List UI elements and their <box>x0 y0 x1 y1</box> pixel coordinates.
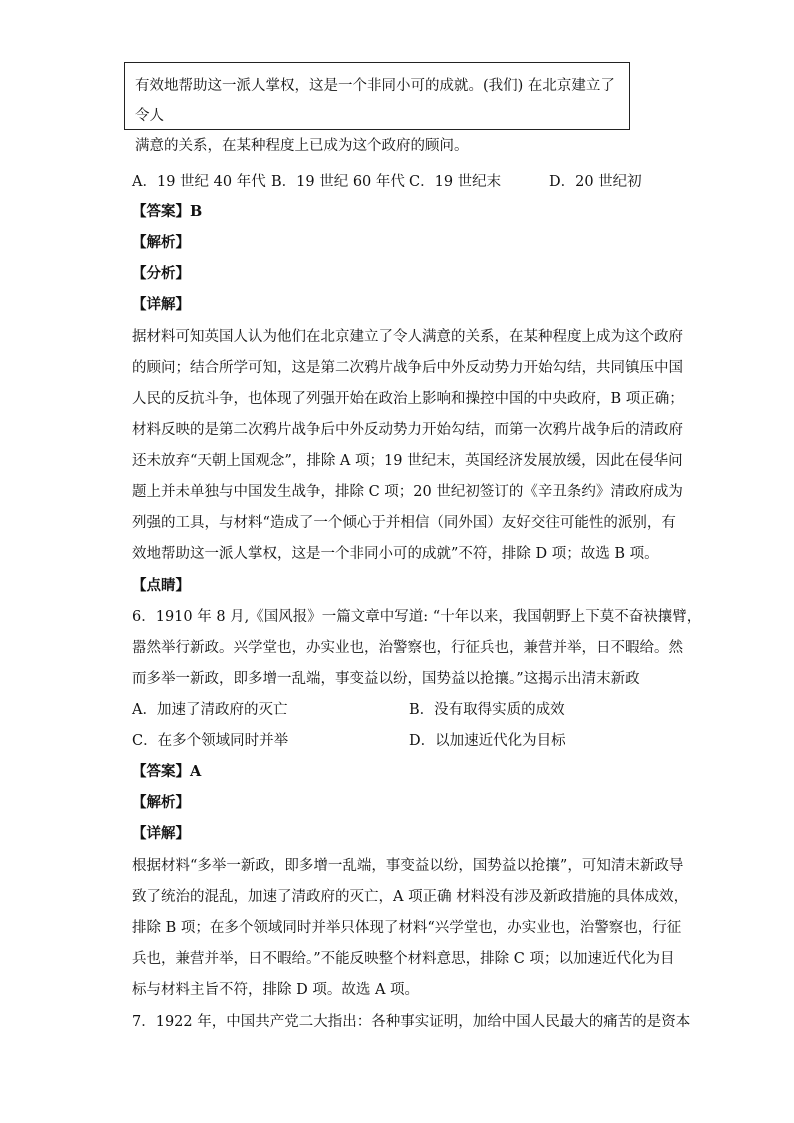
q6-option-a: A．加速了清政府的灭亡 <box>132 702 288 718</box>
q5-dianjing-heading: 【点睛】 <box>132 577 190 594</box>
q5-detail-line: 效地帮助这一派人掌权，这是一个非同小可的成就”不符，排除 D 项；故选 B 项。 <box>132 546 659 562</box>
q5-detail-heading: 【详解】 <box>132 296 190 313</box>
q5-detail-line: 材料反映的是第二次鸦片战争后中外反动势力开始勾结，而第一次鸦片战争后的清政府 <box>132 422 683 438</box>
q5-answer: 【答案】B <box>132 203 203 220</box>
q5-option-a: A．19 世纪 40 年代 <box>132 174 266 190</box>
q6-option-b: B．没有取得实质的成效 <box>409 702 565 718</box>
q5-detail-line: 的顾问；结合所学可知，这是第二次鸦片战争后中外反动势力开始勾结，共同镇压中国 <box>132 360 683 376</box>
q6-answer: 【答案】A <box>132 763 202 780</box>
quote-line: 满意的关系，在某种程度上已成为这个政府的顾问。 <box>135 138 469 154</box>
q5-detail-line: 人民的反抗斗争，也体现了列强开始在政治上影响和操控中国的中央政府，B 项正确； <box>132 391 684 407</box>
q5-detail-line: 列强的工具，与材料“造成了一个倾心于并相信（同外国）友好交往可能性的派别，有 <box>132 515 676 531</box>
q5-detail-line: 据材料可知英国人认为他们在北京建立了令人满意的关系，在某种程度上成为这个政府 <box>132 329 683 345</box>
q5-option-c: C．19 世纪末 <box>409 174 502 190</box>
q6-detail-line: 标与材料主旨不符，排除 D 项。故选 A 项。 <box>132 982 420 998</box>
q6-detail-line: 根据材料“多举一新政，即多增一乱端，事变益以纷，国势益以抢攘”，可知清末新政导 <box>132 858 684 874</box>
q5-analysis-heading: 【解析】 <box>132 234 190 251</box>
q6-stem-line: 而多举一新政，即多增一乱端，事变益以纷，国势益以抢攘。”这揭示出清末新政 <box>132 671 640 687</box>
q5-option-b: B．19 世纪 60 年代 <box>271 174 405 190</box>
quote-box <box>124 62 630 154</box>
q5-detail-line: 还未放弃“天朝上国观念”，排除 A 项；19 世纪末，英国经济发展放缓，因此在侵华问 <box>132 453 683 469</box>
q6-option-d: D．以加速近代化为目标 <box>409 733 566 749</box>
q6-analysis-heading: 【解析】 <box>132 794 190 811</box>
quote-line: 有效地帮助这一派人掌权，这是一个非同小可的成就。(我们) 在北京建立了令人 <box>135 78 615 124</box>
q5-option-d: D．20 世纪初 <box>549 174 642 190</box>
q5-fenxi-heading: 【分析】 <box>132 265 190 282</box>
q6-detail-heading: 【详解】 <box>132 825 190 842</box>
q5-detail-line: 题上并未单独与中国发生战争，排除 C 项；20 世纪初签订的《辛丑条约》清政府成为 <box>132 484 683 500</box>
q6-stem-line: 嚣然举行新政。兴学堂也，办实业也，治警察也，行征兵也，兼营并举，日不暇给。然 <box>132 640 683 656</box>
q6-stem-line: 6．1910 年 8 月,《国风报》一篇文章中写道: “十年以来，我国朝野上下莫不奋袂攘臂， <box>132 609 702 625</box>
q6-detail-line: 兵也，兼营并举，日不暇给。”不能反映整个材料意思，排除 C 项；以加速近代化为目 <box>132 951 675 967</box>
q7-stem-line: 7．1922 年，中国共产党二大指出：各种事实证明，加给中国人民最大的痛苦的是资本 <box>132 1014 691 1030</box>
q6-detail-line: 致了统治的混乱，加速了清政府的灭亡，A 项正确 材料没有涉及新政措施的具体成效， <box>132 889 689 905</box>
q6-option-c: C．在多个领域同时并举 <box>132 733 289 749</box>
q6-detail-line: 排除 B 项；在多个领域同时并举只体现了材料“兴学堂也，办实业也，治警察也，行征 <box>132 920 682 936</box>
